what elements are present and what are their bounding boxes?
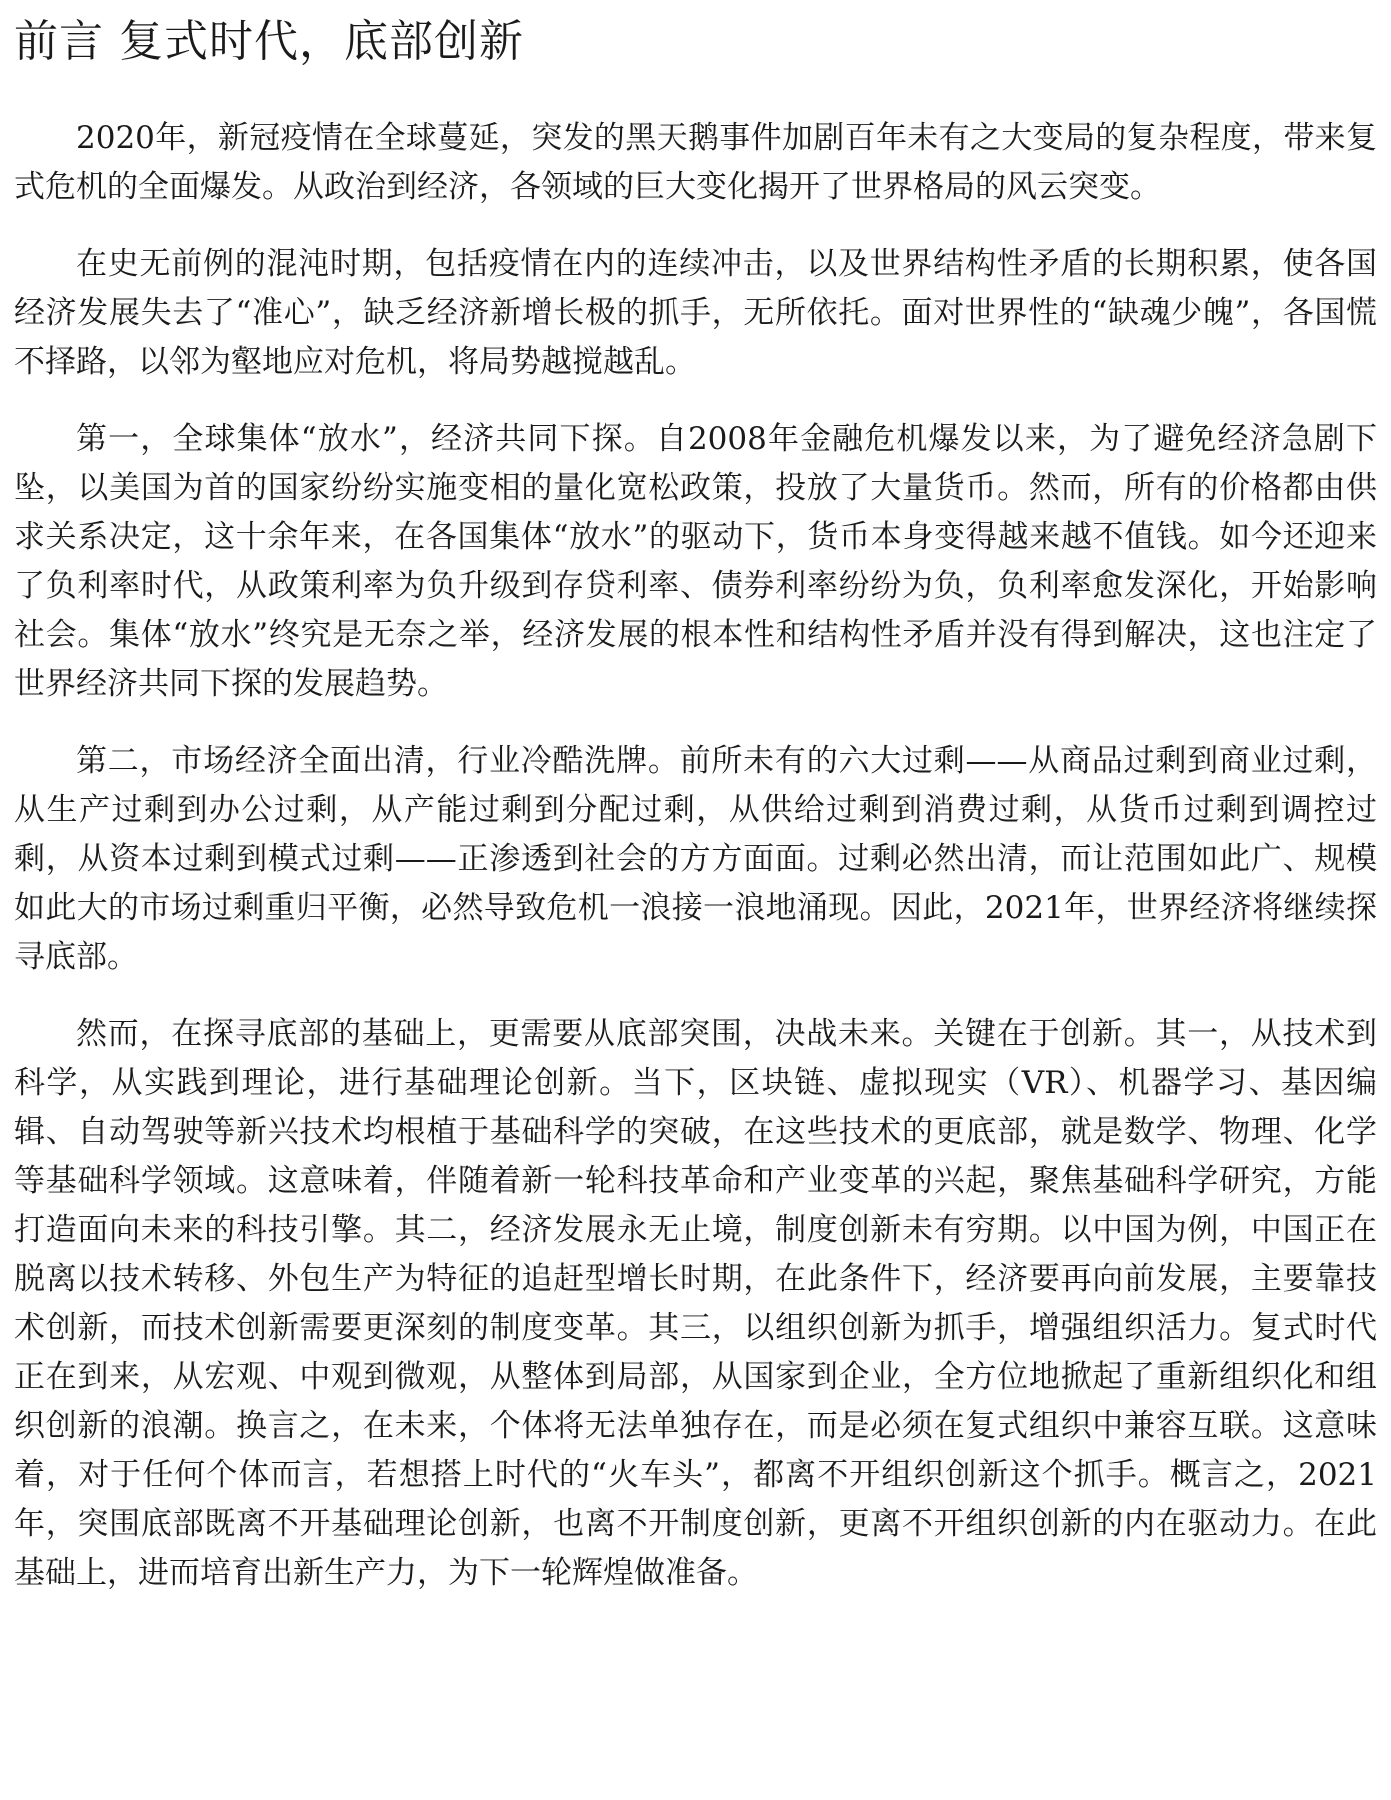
paragraph-5: 然而，在探寻底部的基础上，更需要从底部突围，决战未来。关键在于创新。其一，从技术到科学，从实践到理论，进行基础理论创新。当下，区块链、虚拟现实（VR）、机器学习、基因编辑、自动驾驶等新兴技术均根植于基础科学的突破，在这些技术的更底部，就是数学、物理、化学等基础科学领域。这意味着，伴随着新一轮科技革命和产业变革的兴起，聚焦基础科学研究，方能打造面向未来的科技引擎。其二，经济发展永无止境，制度创新未有穷期。以中国为例，中国正在脱离以技术转移、外包生产为特征的追赶型增长时期，在此条件下，经济要再向前发展，主要靠技术创新，而技术创新需要更深刻的制度变革。其三，以组织创新为抓手，增强组织活力。复式时代正在到来，从宏观、中观到微观，从整体到局部，从国家到企业，全方位地掀起了重新组织化和组织创新的浪潮。换言之，在未来，个体将无法单独存在，而是必须在复式组织中兼容互联。这意味着，对于任何个体而言，若想搭上时代的“火车头”，都离不开组织创新这个抓手。概言之，2021年，突围底部既离不开基础理论创新，也离不开制度创新，更离不开组织创新的内在驱动力。在此基础上，进而培育出新生产力，为下一轮辉煌做准备。 [14,1016,1377,1591]
paragraph-3: 第一，全球集体“放水”，经济共同下探。自2008年金融危机爆发以来，为了避免经济急剧下坠，以美国为首的国家纷纷实施变相的量化宽松政策，投放了大量货币。然而，所有的价格都由供求关系决定，这十余年来，在各国集体“放水”的驱动下，货币本身变得越来越不值钱。如今还迎来了负利率时代，从政策利率为负升级到存贷利率、债券利率纷纷为负，负利率愈发深化，开始影响社会。集体“放水”终究是无奈之举，经济发展的根本性和结构性矛盾并没有得到解决，这也注定了世界经济共同下探的发展趋势。 [14,421,1377,702]
document-page [14,0,1377,1598]
paragraph-2: 在史无前例的混沌时期，包括疫情在内的连续冲击，以及世界结构性矛盾的长期积累，使各国经济发展失去了“准心”，缺乏经济新增长极的抓手，无所依托。面对世界性的“缺魂少魄”，各国慌不择路，以邻为壑地应对危机，将局势越搅越乱。 [14,246,1377,380]
page-title: 前言 复式时代，底部创新 [14,16,524,67]
paragraph-1: 2020年，新冠疫情在全球蔓延，突发的黑天鹅事件加剧百年未有之大变局的复杂程度，带来复式危机的全面爆发。从政治到经济，各领域的巨大变化揭开了世界格局的风云突变。 [14,120,1377,205]
paragraph-4: 第二，市场经济全面出清，行业冷酷洗牌。前所未有的六大过剩——从商品过剩到商业过剩，从生产过剩到办公过剩，从产能过剩到分配过剩，从供给过剩到消费过剩，从货币过剩到调控过剩，从资本过剩到模式过剩——正渗透到社会的方方面面。过剩必然出清，而让范围如此广、规模如此大的市场过剩重归平衡，必然导致危机一浪接一浪地涌现。因此，2021年，世界经济将继续探寻底部。 [14,743,1377,975]
